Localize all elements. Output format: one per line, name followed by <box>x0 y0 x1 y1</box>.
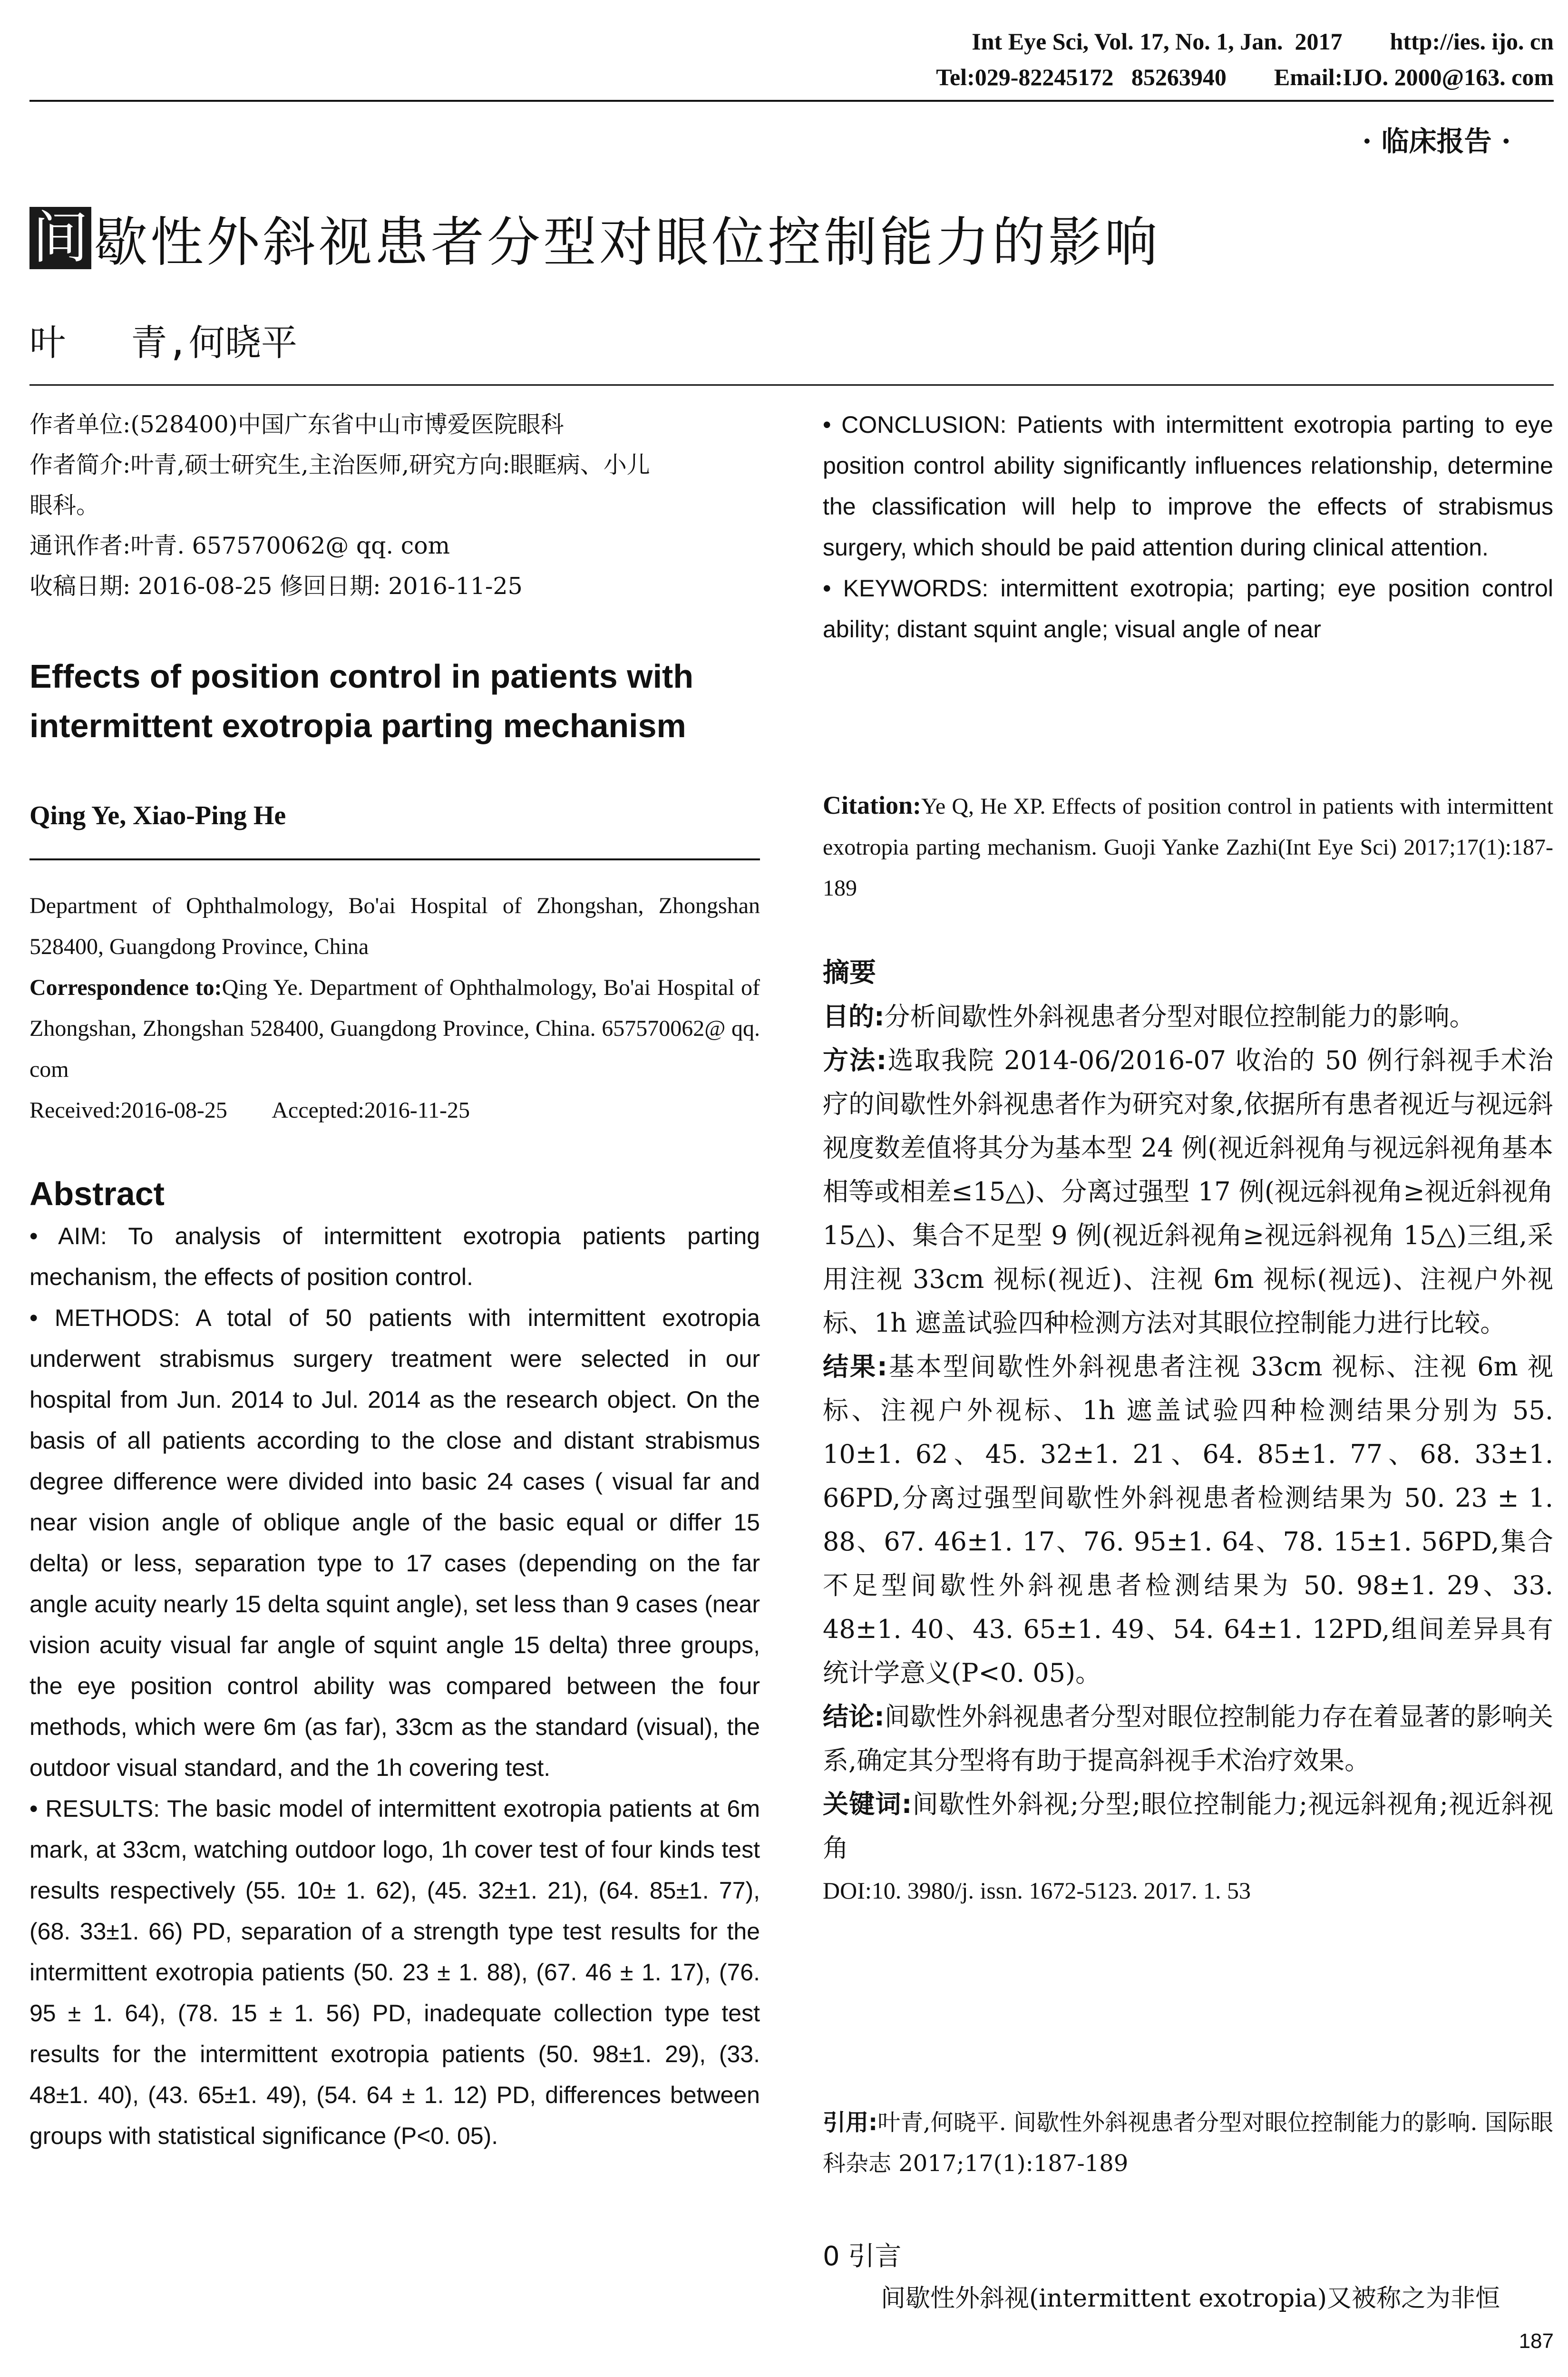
chinese-abstract <box>823 951 1553 1911</box>
result-text: 基本型间歇性外斜视患者注视 33cm 视标、注视 6m 视标、注视户外视标、1h 遮盖试验四种检测结果分别为 55. 10±1. 62、45. 32±1. 21、64. 85±1. 77、68. 33±1. 66PD,分离过强型间歇性外斜视患者检测结果为 50. 23 ± 1. 88、67. 46±1. 17、76. 95±1. 64、78. 15±1. 56PD,集合不足型间歇性外斜视患者检测结果为 50. 98±1. 29、33. 48±1. 40、43. 65±1. 49、54. 64±1. 12PD,组间差异具有统计学意义(P<0. 05)。 <box>823 1352 1553 1688</box>
english-authors: Qing Ye, Xiao-Ping He <box>29 801 286 830</box>
citation-block <box>823 785 1553 909</box>
objective-label: 目的: <box>823 1002 885 1032</box>
meta-line: 作者单位:(528400)中国广东省中山市博爱医院眼科 <box>29 411 564 438</box>
objective-text: 分析间歇性外斜视患者分型对眼位控制能力的影响。 <box>884 1002 1475 1032</box>
correspondence-label: Correspondence to: <box>29 975 222 1000</box>
journal-header-line1: Int Eye Sci, Vol. 17, No. 1, Jan. 2017 http://ies. ijo. cn <box>972 28 1554 55</box>
article-title <box>29 200 1160 276</box>
chinese-meta <box>29 404 760 606</box>
meta-line: 收稿日期: 2016-08-25 修回日期: 2016-11-25 <box>29 573 523 600</box>
header-rule <box>29 100 1554 102</box>
meta-line: 眼科。 <box>29 492 100 519</box>
abstract-section <box>29 1175 760 2156</box>
authors-chinese: 叶 青,何晓平 <box>29 321 298 364</box>
result-label: 结果: <box>823 1352 887 1382</box>
intro-first-line: 间歇性外斜视(intermittent exotropia)又被称之为非恒 <box>881 2284 1500 2313</box>
journal-header-line2: Tel:029-82245172 85263940 Email:IJO. 2000@163. com <box>936 64 1554 90</box>
cn-abstract-heading: 摘要 <box>823 957 876 988</box>
right-english-abstract <box>823 404 1553 650</box>
received-dates: Received:2016-08-25 Accepted:2016-11-25 <box>29 1098 470 1123</box>
correspondence <box>29 967 760 1090</box>
english-title: Effects of position control in patients with intermittent exotropia parting mechanism <box>29 658 694 744</box>
section-label: · 临床报告 · <box>1362 125 1511 157</box>
conclusion-text: 间歇性外斜视患者分型对眼位控制能力存在着显著的影响关系,确定其分型将有助于提高斜视手术治疗效果。 <box>823 1702 1553 1775</box>
method-label: 方法: <box>823 1045 887 1075</box>
author-rule <box>29 858 760 860</box>
cite-text: 叶青,何晓平. 间歇性外斜视患者分型对眼位控制能力的影响. 国际眼科杂志 2017;17(1):187-189 <box>823 2109 1553 2177</box>
citation-label: Citation: <box>823 791 921 819</box>
conclusion-label: 结论: <box>823 1702 885 1732</box>
intro-heading: 0 引言 <box>823 2241 902 2272</box>
title-rule <box>29 384 1554 386</box>
doi: DOI:10. 3980/j. issn. 1672-5123. 2017. 1. 53 <box>823 1877 1251 1904</box>
abstract-methods: • METHODS: A total of 50 patients with intermittent exotropia underwent strabismus surgery treatment were selected in our hospital from Jun. 2014 to Jul. 2014 as the research object. On the basis of all patients according to the close and distant strabismus degree difference were divided into basic 24 cases ( visual far and near vision angle of oblique angle of the basic equal or differ 15 delta) or less, separation type to 17 cases (depending on the far angle acuity nearly 15 delta squint angle), set less than 9 cases (near vision acuity visual far angle of squint angle 15 delta) three groups, the eye position control ability was compared between the four methods, which were 6m (as far), 33cm as the standard (visual), the outdoor visual standard, and the 1h covering test. <box>29 1305 760 1781</box>
abstract-aim: • AIM: To analysis of intermittent exotropia patients parting mechanism, the effects of position control. <box>29 1223 760 1290</box>
abstract-conclusion: • CONCLUSION: Patients with intermittent exotropia parting to eye position control ability significantly influences relationship, determine the classification will help to improve the effects of strabismus surgery, which should be paid attention during clinical attention. <box>823 411 1553 561</box>
meta-line: 通讯作者:叶青. 657570062@ qq. com <box>29 532 450 559</box>
correspondence-text: Qing Ye. Department of Ophthalmology, Bo'ai Hospital of Zhongshan, Zhongshan 528400, Guangdong Province, China. 657570062@ qq. com <box>29 975 760 1082</box>
cite-block <box>823 2102 1553 2184</box>
abstract-keywords: • KEYWORDS: intermittent exotropia; parting; eye position control ability; distant squint angle; visual angle of near <box>823 575 1553 643</box>
abstract-results: • RESULTS: The basic model of intermittent exotropia patients at 6m mark, at 33cm, watching outdoor logo, 1h cover test of four kinds test results respectively (55. 10± 1. 62), (45. 32±1. 21), (64. 85±1. 77), (68. 33±1. 66) PD, separation of a strength type test results for the intermittent exotropia patients (50. 23 ± 1. 88), (67. 46 ± 1. 17), (76. 95 ± 1. 64), (78. 15 ± 1. 56) PD, inadequate collection type test results for the intermittent exotropia patients (50. 98±1. 29), (33. 48±1. 40), (43. 65±1. 49), (54. 64 ± 1. 12) PD, differences between groups with statistical significance (P<0. 05). <box>29 1795 760 2149</box>
meta-line: 作者简介:叶青,硕士研究生,主治医师,研究方向:眼眶病、小儿 <box>29 451 650 478</box>
title-text: 歇性外斜视患者分型对眼位控制能力的影响 <box>94 212 1161 273</box>
page-number: 187 <box>1519 2329 1554 2353</box>
keywords-text: 间歇性外斜视;分型;眼位控制能力;视远斜视角;视近斜视角 <box>823 1789 1553 1863</box>
citation-text: Ye Q, He XP. Effects of position control in patients with intermittent exotropia parting mechanism. Guoji Yanke Zazhi(Int Eye Sci) 2017;17(1):187-189 <box>823 794 1553 901</box>
cite-label: 引用: <box>823 2109 878 2136</box>
affiliation: Department of Ophthalmology, Bo'ai Hospital of Zhongshan, Zhongshan 528400, Guangdong Province, China <box>29 893 760 959</box>
affiliation-block <box>29 886 760 1131</box>
title-first-character: 间 <box>29 207 91 270</box>
abstract-heading: Abstract <box>29 1175 165 1212</box>
keywords-label: 关键词: <box>823 1789 912 1819</box>
method-text: 选取我院 2014-06/2016-07 收治的 50 例行斜视手术治疗的间歇性外斜视患者作为研究对象,依据所有患者视近与视远斜视度数差值将其分为基本型 24 例(视近斜视角与视远斜视角基本相等或相差≤15△)、分离过强型 17 例(视远斜视角≥视近斜视角 15△)、集合不足型 9 例(视近斜视角≥视远斜视角 15△)三组,采用注视 33cm 视标(视近)、注视 6m 视标(视远)、注视户外视标、1h 遮盖试验四种检测方法对其眼位控制能力进行比较。 <box>823 1045 1553 1338</box>
